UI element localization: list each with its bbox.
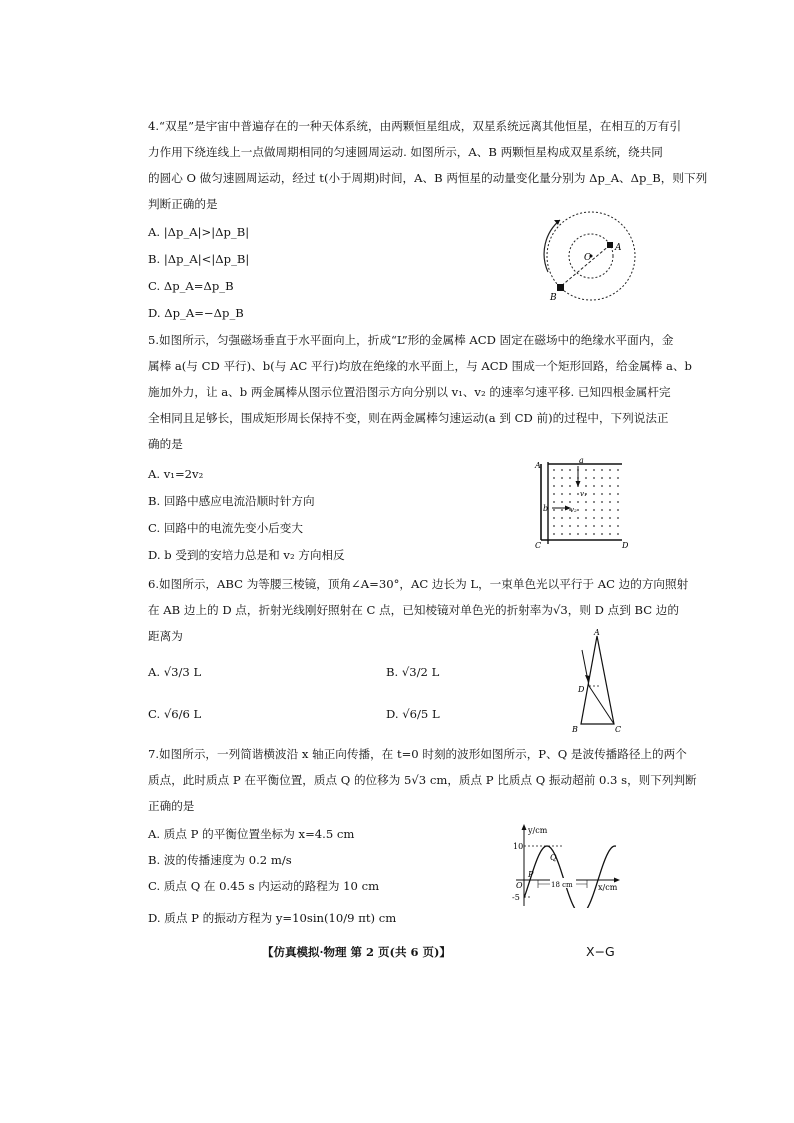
field-dot	[569, 501, 571, 503]
field-dot	[617, 493, 619, 495]
q7-tick-neg5: -5	[512, 893, 520, 902]
q5-option-d: D. b 受到的安培力总是和 v₂ 方向相反	[148, 548, 345, 562]
q4-label-b: B	[550, 293, 557, 303]
field-dot	[561, 477, 563, 479]
q7-x-axis-label: x/cm	[598, 883, 618, 892]
field-dot	[553, 501, 555, 503]
page-footer: 【仿真模拟·物理 第 2 页(共 6 页)】	[262, 945, 451, 959]
q6-label-b: B	[572, 725, 578, 734]
q5-label-v2: v₂	[570, 506, 577, 514]
q5-stem-line-2: 属棒 a(与 CD 平行)、b(与 AC 平行)均放在绝缘的水平面上，与 ACD 围成一个矩形回路，给金属棒 a、b	[148, 359, 692, 373]
field-dot	[617, 533, 619, 535]
field-dot	[601, 501, 603, 503]
q6-label-d: D	[578, 685, 585, 694]
field-dot	[593, 485, 595, 487]
field-dot	[609, 533, 611, 535]
field-dot	[601, 525, 603, 527]
field-dot	[569, 477, 571, 479]
field-dot	[617, 517, 619, 519]
field-dot	[609, 517, 611, 519]
field-dot	[553, 493, 555, 495]
q5-stem-line-1: 5.如图所示，匀强磁场垂直于水平面向上，折成“L”形的金属棒 ACD 固定在磁场中的绝缘水平面内，金	[148, 333, 674, 347]
q7-tick-10: 10	[513, 842, 524, 851]
field-dot	[601, 485, 603, 487]
field-dot	[593, 517, 595, 519]
field-dot	[561, 493, 563, 495]
field-dot	[553, 469, 555, 471]
q5-stem-line-5: 确的是	[148, 437, 183, 451]
field-dot	[585, 509, 587, 511]
q6-option-d: D. √6/5 L	[386, 707, 440, 721]
field-dot	[561, 485, 563, 487]
field-dot	[577, 533, 579, 535]
field-dot	[609, 485, 611, 487]
field-dot	[585, 533, 587, 535]
q7-span-label: 18 cm	[551, 881, 573, 889]
field-dot	[585, 477, 587, 479]
wave-curve	[524, 846, 616, 908]
q4-label-a: A	[615, 243, 622, 253]
q7-stem-line-1: 7.如图所示，一列简谐横波沿 x 轴正向传播，在 t=0 时刻的波形如图所示，P、Q 是波传播路径上的两个	[148, 747, 687, 761]
field-dot	[617, 485, 619, 487]
q4-stem-line-1: 4.“双星”是宇宙中普遍存在的一种天体系统，由两颗恒星组成，双星系统远离其他恒星，在相互的万有引	[148, 119, 682, 133]
q7-stem-line-2: 质点，此时质点 P 在平衡位置，质点 Q 的位移为 5√3 cm，质点 P 比质点 Q 振动超前 0.3 s，则下列判断	[148, 773, 697, 787]
field-dot	[585, 501, 587, 503]
field-dot	[617, 501, 619, 503]
q6-stem-line-2: 在 AB 边上的 D 点，折射光线刚好照射在 C 点，已知棱镜对单色光的折射率为√3，则 D 点到 BC 边的	[148, 603, 679, 617]
q6-stem-line-1: 6.如图所示，ABC 为等腰三棱镜，顶角∠A=30°，AC 边长为 L，一束单色光以平行于 AC 边的方向照射	[148, 577, 689, 591]
field-dot	[593, 525, 595, 527]
q6-option-a: A. √3/3 L	[148, 665, 202, 679]
q6-option-b: B. √3/2 L	[386, 665, 440, 679]
field-dot	[553, 525, 555, 527]
field-dot	[569, 469, 571, 471]
field-dot	[593, 533, 595, 535]
field-dot	[577, 517, 579, 519]
field-dot	[601, 493, 603, 495]
q5-label-rod-b: b	[543, 504, 549, 513]
field-dot	[617, 469, 619, 471]
field-dot	[609, 477, 611, 479]
q4-stem-line-4: 判断正确的是	[148, 197, 218, 211]
field-dot	[569, 533, 571, 535]
field-dot	[561, 525, 563, 527]
q7-origin: O	[516, 881, 523, 890]
field-dot	[577, 525, 579, 527]
q7-option-d: D. 质点 P 的振动方程为 y=10sin(10/9 πt) cm	[148, 911, 397, 925]
q5-magnetic-field-figure	[534, 456, 630, 552]
q7-label-q: Q	[550, 853, 557, 862]
field-dot	[561, 517, 563, 519]
q5-stem-line-3: 施加外力，让 a、b 两金属棒从图示位置沿图示方向分别以 v₁、v₂ 的速率匀速平移. 已知四根金属杆完	[148, 385, 671, 399]
field-dot	[569, 517, 571, 519]
field-dot	[577, 493, 579, 495]
q4-option-b: B. |Δp_A|<|Δp_B|	[148, 252, 250, 266]
field-dot	[561, 509, 563, 511]
q7-label-p: P	[528, 870, 534, 879]
field-dot	[617, 525, 619, 527]
field-dot	[585, 469, 587, 471]
field-dot	[553, 517, 555, 519]
field-dot	[601, 517, 603, 519]
q4-option-c: C. Δp_A=Δp_B	[148, 279, 234, 293]
q5-option-a: A. v₁=2v₂	[148, 467, 204, 481]
q5-label-a-corner: A	[535, 461, 541, 470]
field-dot	[569, 525, 571, 527]
q6-label-c: C	[615, 725, 622, 734]
q4-binary-star-figure	[522, 210, 642, 310]
field-dot	[593, 509, 595, 511]
q4-stem-line-3: 的圆心 O 做匀速圆周运动，经过 t(小于周期)时间，A、B 两恒星的动量变化量分别为 Δp_A、Δp_B，则下列	[148, 171, 708, 185]
field-dot	[617, 509, 619, 511]
field-dot	[593, 493, 595, 495]
q7-wave-figure	[508, 822, 624, 908]
q7-option-c: C. 质点 Q 在 0.45 s 内运动的路程为 10 cm	[148, 879, 380, 893]
q5-label-d: D	[622, 541, 629, 550]
field-dot	[561, 469, 563, 471]
q4-option-d: D. Δp_A=−Δp_B	[148, 306, 244, 320]
field-dot	[561, 533, 563, 535]
field-dot	[585, 517, 587, 519]
field-dot	[601, 469, 603, 471]
q5-label-c: C	[535, 541, 542, 550]
q4-option-a: A. |Δp_A|>|Δp_B|	[148, 225, 250, 239]
field-dot	[569, 493, 571, 495]
paper-code: X−G	[586, 944, 615, 959]
field-dot	[553, 533, 555, 535]
field-dot	[609, 509, 611, 511]
q7-y-axis-label: y/cm	[528, 826, 548, 835]
field-dot	[609, 493, 611, 495]
q5-label-rod-a: a	[579, 456, 584, 465]
field-dot	[593, 501, 595, 503]
field-dot	[617, 477, 619, 479]
q5-option-c: C. 回路中的电流先变小后变大	[148, 521, 303, 535]
q6-label-a: A	[594, 628, 600, 637]
field-dot	[585, 525, 587, 527]
q7-stem-line-3: 正确的是	[148, 799, 195, 813]
field-dot	[553, 509, 555, 511]
q7-option-a: A. 质点 P 的平衡位置坐标为 x=4.5 cm	[148, 827, 355, 841]
field-dot	[601, 509, 603, 511]
field-dot	[553, 477, 555, 479]
q6-prism-figure	[568, 626, 628, 736]
field-dot	[577, 501, 579, 503]
field-dot	[593, 477, 595, 479]
q5-stem-line-4: 全相同且足够长，围成矩形周长保持不变，则在两金属棒匀速运动(a 到 CD 前)的过程中，下列说法正	[148, 411, 669, 425]
field-dot	[577, 509, 579, 511]
field-dot	[593, 469, 595, 471]
field-dot	[553, 485, 555, 487]
field-dot	[609, 525, 611, 527]
q6-option-c: C. √6/6 L	[148, 707, 202, 721]
field-dot	[609, 469, 611, 471]
field-dot	[585, 485, 587, 487]
q7-option-b: B. 波的传播速度为 0.2 m/s	[148, 853, 292, 867]
q4-label-o: O	[584, 253, 592, 263]
q5-label-v1: v₁	[580, 490, 587, 498]
field-dot	[601, 533, 603, 535]
q5-option-b: B. 回路中感应电流沿顺时针方向	[148, 494, 315, 508]
field-dot	[601, 477, 603, 479]
field-dot	[569, 485, 571, 487]
q4-stem-line-2: 力作用下绕连线上一点做周期相同的匀速圆周运动. 如图所示，A、B 两颗恒星构成双星系统，绕共同	[148, 145, 663, 159]
q6-stem-line-3: 距离为	[148, 629, 183, 643]
field-dot	[561, 501, 563, 503]
field-dot	[609, 501, 611, 503]
